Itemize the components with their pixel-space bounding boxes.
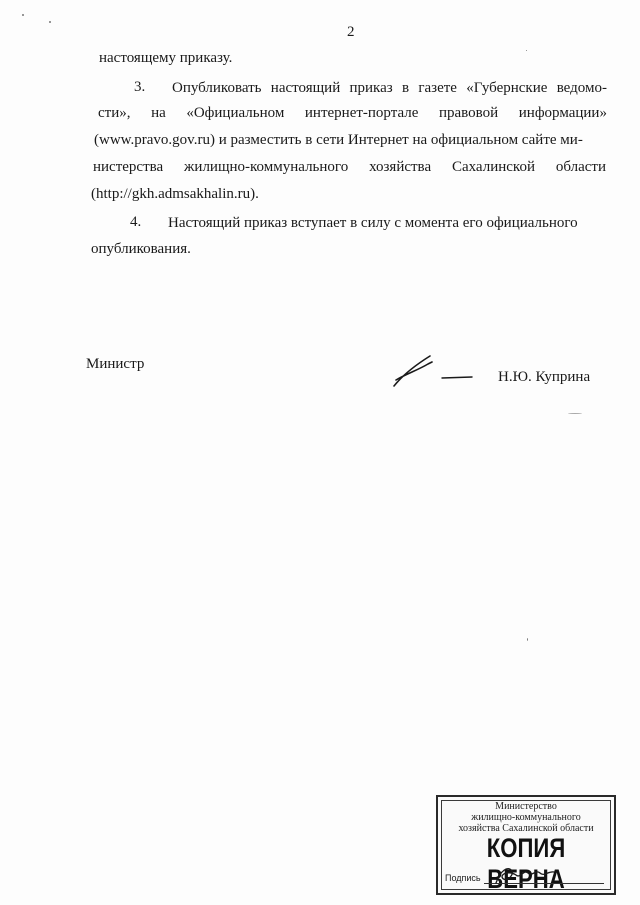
word: хозяйства <box>369 159 432 175</box>
word: нистерства <box>93 159 164 175</box>
item-3-line-4 <box>93 158 606 176</box>
item-3-line-3: (www.pravo.gov.ru) и разместить в сети Интернет на официальном сайте ми- <box>94 132 583 148</box>
scan-speck <box>568 413 582 414</box>
word: Сахалинской <box>451 159 535 175</box>
word: интернет-портале <box>304 105 419 121</box>
scan-speck <box>526 50 527 51</box>
word: газете <box>418 80 457 96</box>
word: настоящий <box>270 80 341 96</box>
scan-speck <box>22 14 24 16</box>
stamp-department-line: жилищно-коммунального <box>471 812 581 823</box>
word: на <box>151 105 166 121</box>
word: «Губернские <box>466 80 548 96</box>
item-4-line-2: опубликования. <box>91 241 191 257</box>
page-number: 2 <box>347 24 355 40</box>
stamp-region-line: хозяйства Сахалинской области <box>458 823 594 834</box>
continuation-text: настоящему приказу. <box>99 50 233 66</box>
word: в <box>401 80 410 96</box>
word: Опубликовать <box>172 80 262 96</box>
word: жилищно-коммунального <box>184 159 349 175</box>
signature-image <box>388 352 488 392</box>
stamp-signature-label: Подпись <box>445 873 481 883</box>
word: ведомо- <box>556 80 607 96</box>
word: области <box>555 159 606 175</box>
item-4-line-1: Настоящий приказ вступает в силу с момента его официального <box>168 215 578 231</box>
word: сти», <box>98 105 131 121</box>
stamp-certified-copy-text: КОПИЯ ВЕРНА <box>486 833 566 894</box>
item-3-line-1 <box>172 79 607 97</box>
item-3-line-2 <box>98 104 607 122</box>
word: «Официальном <box>186 105 285 121</box>
word: приказ <box>349 80 393 96</box>
stamp-ministry-line: Министерство <box>495 801 557 812</box>
scan-speck <box>49 21 51 23</box>
item-3-line-5: (http://gkh.admsakhalin.ru). <box>91 186 259 202</box>
item-3-number: 3. <box>134 79 146 95</box>
minister-name: Н.Ю. Куприна <box>498 369 591 385</box>
scan-speck <box>527 638 528 641</box>
item-4-number: 4. <box>130 214 142 230</box>
stamp-signature-image <box>490 863 560 887</box>
word: информации» <box>518 105 607 121</box>
certified-copy-stamp <box>436 795 616 895</box>
minister-title: Министр <box>86 356 145 372</box>
word: правовой <box>439 105 499 121</box>
